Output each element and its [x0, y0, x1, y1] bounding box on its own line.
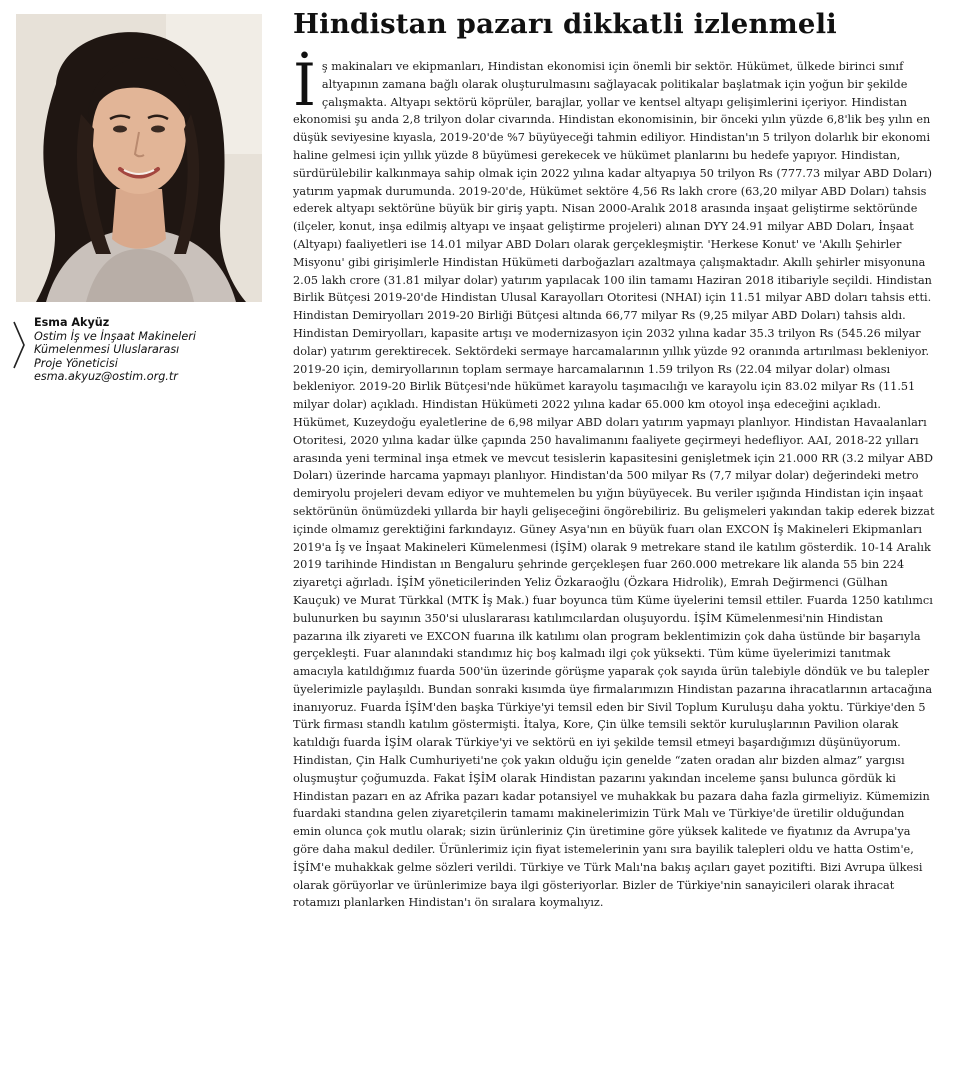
author-photo: [16, 14, 262, 302]
author-portrait-illustration: [16, 14, 262, 302]
author-organization-line-2: Kümelenmesi Uluslararası: [34, 343, 180, 356]
author-info: [12, 316, 294, 384]
article-body: [293, 51, 935, 912]
drop-cap: İ: [293, 51, 316, 119]
article-text: ş makinaları ve ekipmanları, Hindistan ekonomisi için önemli bir sektör. Hükümet, ülkede birinci sınıf altyapının zamana bağlı olarak oluşturulmasını sağlayacak politikalar başlatmak için yoğun bir şekilde çalışmakta. Altyapı sektörü köprüler, barajlar, yollar ve kentsel altyapı gelişimlerini içeriyor. Hindistan ekonomisi şu anda 2,8 trilyon dolar civarında. Hindistan ekonomisinin, bir önceki yılın yüzde 6,8'lik beş yılın en düşük seviyesine kıyasla, 2019-20'de %7 büyüyeceği tahmin ediliyor. Hindistan'ın 5 trilyon dolarlık bir ekonomi haline gelmesi için yıllık yüzde 8 büyümesi gerekecek ve hükümet planlarını bu hedefe yapıyor. Hindistan, sürdürülebilir kalkınmaya sahip olmak için 2022 yılına kadar altyapıya 50 trilyon Rs (777.73 milyar ABD Doları) yatırım yapmak durumunda. 2019-20'de, Hükümet sektöre 4,56 Rs lakh crore (63,20 milyar ABD Doları) tahsis ederek altyapı sektörüne büyük bir giriş yaptı. Nisan 2000-Aralık 2018 arasında inşaat geliştirme sektöründe (ilçeler, konut, inşa edilmiş altyapı ve inşaat geliştirme projeleri) alınan DYY 24.91 milyar ABD Doları, İnşaat (Altyapı) faaliyetleri ise 14.01 milyar ABD Doları olarak gerçekleşmiştir. 'Herkese Konut' ve 'Akıllı Şehirler Misyonu' gibi girişimlerle Hindistan Hükümeti darboğazları azaltmaya çalışmaktadır. Akıllı şehirler misyonuna 2.05 lakh crore (31.81 milyar dolar) yatırım yapılacak 100 ilin tamamı Haziran 2018 itibariyle seçildi. Hindistan Birlik Bütçesi 2019-20'de Hindistan Ulusal Karayolları Otoritesi (NHAI) için 11.51 milyar ABD doları tahsis etti. Hindistan Demiryolları 2019-20 Birliği Bütçesi altında 66,77 milyar Rs (9,25 milyar ABD Doları) tahsis aldı. Hindistan Demiryolları, kapasite artışı ve modernizasyon için 2032 yılına kadar 35.3 trilyon Rs (545.26 milyar dolar) yatırım gerektirecek. Sektördeki sermaye harcamalarının yıllık yüzde 92 oranında artırılması bekleniyor. 2019-20 için, demiryollarının toplam sermaye harcamalarının 1.59 trilyon Rs (22.04 milyar dolar) olması bekleniyor. 2019-20 Birlik Bütçesi'nde hükümet karayolu taşımacılığı ve karayolu için 83.02 milyar Rs (11.51 milyar dolar) açıkladı. Hindistan Hükümeti 2022 yılına kadar 65.000 km otoyol inşa edeceğini açıkladı. Hükümet, Kuzeydoğu eyaletlerine de 6,98 milyar ABD doları yatırım yapmayı planlıyor. Hindistan Havaalanları Otoritesi, 2020 yılına kadar ülke çapında 250 havalimanını faaliyete geçirmeyi hedefliyor. AAI, 2018-22 yılları arasında yeni terminal inşa etmek ve mevcut tesislerin kapasitesini genişletmek için 21.000 RR (3.2 milyar ABD Doları) üzerinde harcama yapmayı planlıyor. Hindistan'da 500 milyar Rs (7,7 milyar dolar) değerindeki metro demiryolu projeleri devam ediyor ve muhtemelen bu yığın büyüyecek. Bu veriler ışığında Hindistan için inşaat sektörünün önümüzdeki yıllarda bir hayli gelişeceğini öngörebiliriz. Bu gelişmeleri yakından takip ederek bizzat içinde olmamız gerektiğini farkındayız. Güney Asya'nın en büyük fuarı olan EXCON İş Makineleri Ekipmanları 2019'a İş ve İnşaat Makineleri Kümelenmesi (İŞİM) olarak 9 metrekare stand ile katılım gösterdik. 10-14 Aralık 2019 tarihinde Hindistan ın Bengaluru şehrinde gerçekleşen fuar 260.000 metrekare lik alanda 55 bin 224 ziyaretçi ağırladı. İŞİM yöneticilerinden Yeliz Özkaraoğlu (Özkara Hidrolik), Emrah Değirmenci (Gülhan Kauçuk) ve Murat Türkkal (MTK İş Mak.) fuar boyunca tüm Küme üyelerini temsil ettiler. Fuarda 1250 katılımcı bulunurken bu sayının 350'si uluslararası katılımcılardan oluşuyordu. İŞİM Kümelenmesi'nin Hindistan pazarına ilk ziyareti ve EXCON fuarına ilk katılımı olan program beklentimizin çok daha üstünde bir başarıyla gerçekleşti. Fuar alanındaki standımız hiç boş kalmadı ilgi çok yüksekti. Tüm küme üyelerimizi tanıtmak amacıyla katıldığımız fuarda 500'ün üzerinde görüşme yaparak çok sayıda ürün talebiyle döndük ve bu talepler üyelerimizle paylaşıldı. Bundan sonraki kısımda üye firmalarımızın Hindistan pazarına ihracatlarının artacağına inanıyoruz. Fuarda İŞİM'den başka Türkiye'yi temsil eden bir Sivil Toplum Kuruluşu daha yoktu. Türkiye'den 5 Türk firması standlı katılım göstermişti. İtalya, Kore, Çin ülke temsili sektör kuruluşlarının Pavilion olarak katıldığı fuarda İŞİM olarak Türkiye'yi ve sektörü en iyi şekilde temsil etmeyi başardığımızı düşünüyorum. Hindistan, Çin Halk Cumhuriyeti'ne çok yakın olduğu için genelde “zaten oradan alır bizden almaz” yargısı oluşmuştur çoğumuzda. Fakat İŞİM olarak Hindistan pazarını yakından inceleme şansı bulunca gördük ki Hindistan pazarı en az Afrika pazarı kadar potansiyel ve muhakkak bu pazara daha fazla girmeliyiz. Kümemizin fuardaki standına gelen ziyaretçilerin tamamı makinelerimizin Türk Malı ve Türkiye'de üretilir olduğundan emin olunca çok mutlu olarak; sizin ürünleriniz Çin üretimine göre yüksek kalitede ve fiyatınız da Avrupa'ya göre daha makul dediler. Ürünlerimiz için fiyat istemelerinin yanı sıra bayilik talepleri oldu ve hatta Ostim'e, İŞİM'e muhakkak gelme sözleri verildi. Türkiye ve Türk Malı'na bakış açıları gayet pozitifti. Bizi Avrupa ülkesi olarak görüyorlar ve ürünlerimize baya ilgi gösteriyorlar. Bizler de Türkiye'nin sanayicileri olarak ihracat rotamızı planlarken Hindistan'ı ön sıralara koymalıyız.: [293, 60, 935, 910]
article-title: Hindistan pazarı dikkatli izlenmeli: [293, 8, 837, 40]
author-email[interactable]: esma.akyuz@ostim.org.tr: [34, 370, 178, 383]
author-name: Esma Akyüz: [34, 316, 110, 329]
author-organization-line-1: Ostim İş ve İnşaat Makineleri: [34, 329, 196, 343]
author-role: Proje Yöneticisi: [34, 356, 118, 370]
chevron-right-icon: [12, 320, 26, 370]
